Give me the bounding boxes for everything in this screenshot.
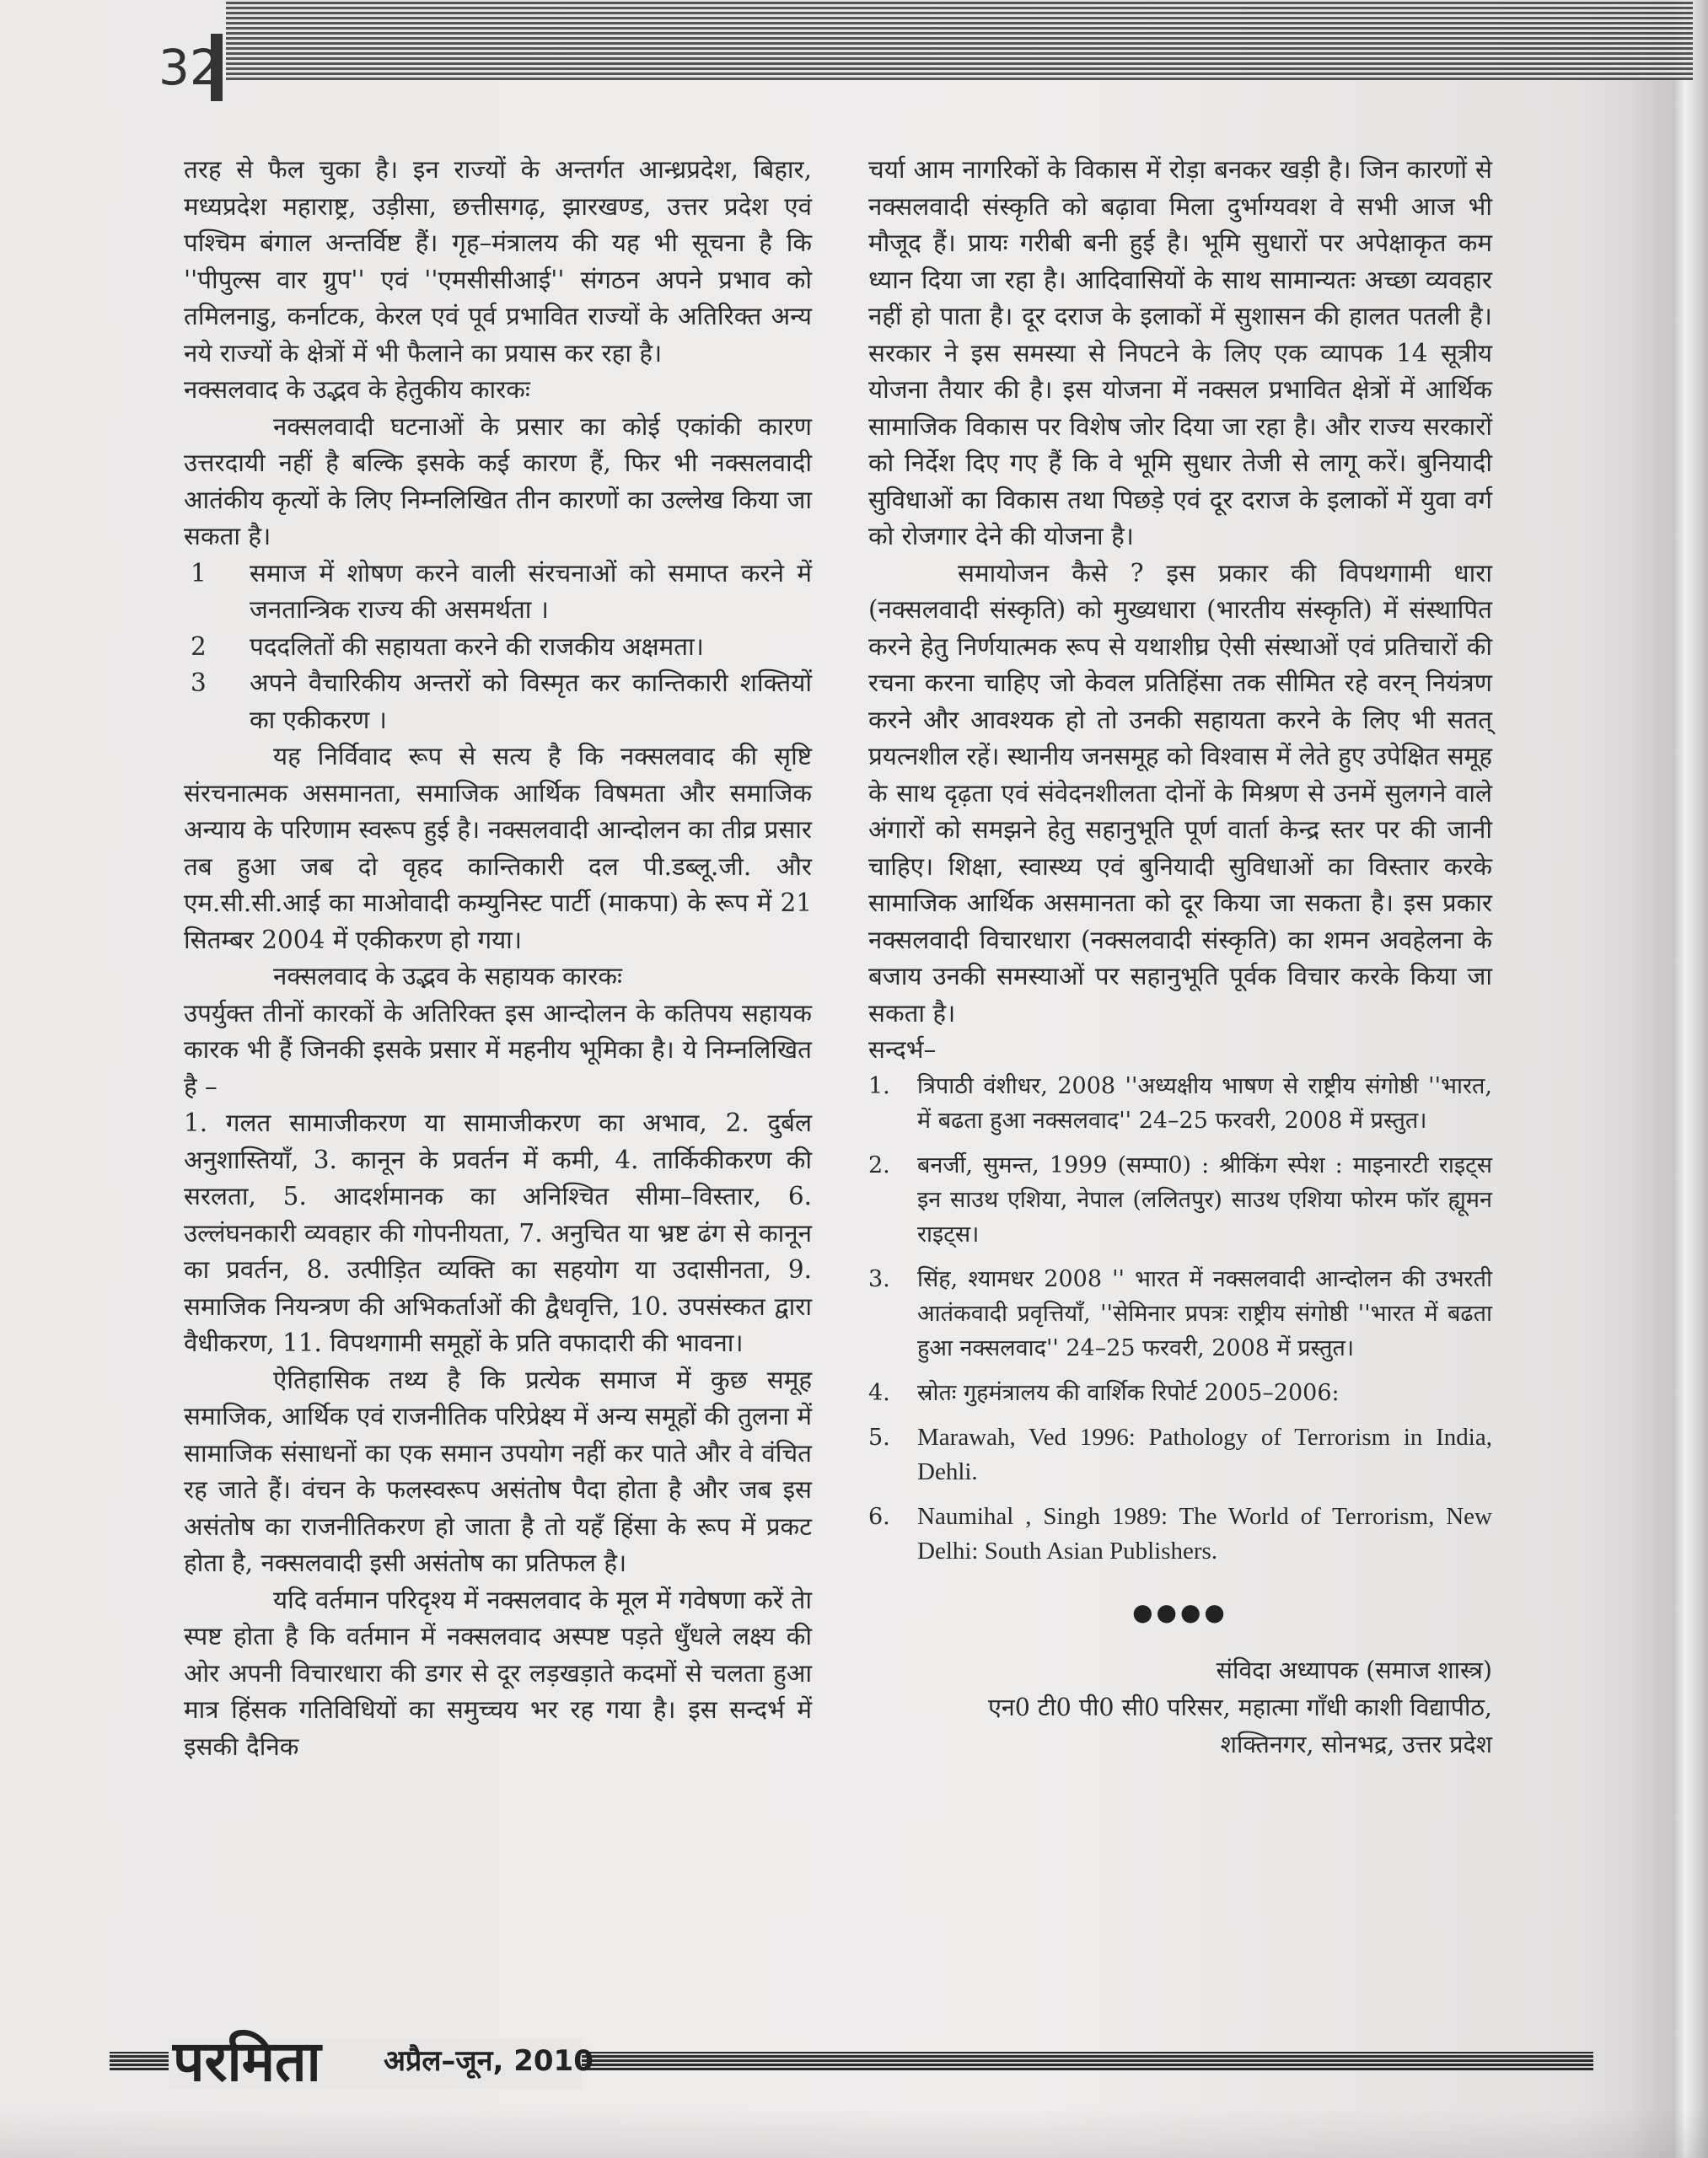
section-heading: नक्सलवाद के उद्भव के सहायक कारकः — [273, 962, 622, 990]
page-number: 32 — [158, 39, 221, 96]
author-affiliation — [868, 1652, 1492, 1763]
paragraph: नक्सलवादी घटनाओं के प्रसार का कोई एकांकी कारण उत्तरदायी नहीं है बल्कि इसके कई कारण हैं, फिर भी नक्सलवादी आतंकीय कृत्यों के लिए निम्नलिखित तीन कारणों का उल्लेख किया जा सकता है। — [184, 411, 812, 550]
reference-item — [868, 1376, 1492, 1410]
reference-list — [868, 1069, 1492, 1569]
reference-number: 1. — [868, 1072, 890, 1099]
section-heading: नक्सलवाद के उद्भव के हेतुकीय कारकः — [184, 375, 530, 404]
list-text: समाज में शोषण करने वाली संरचनाओं को समाप्त करने में जनतान्त्रिक राज्य की असमर्थता । — [250, 558, 812, 624]
list-text: पददलितों की सहायता करने की राजकीय अक्षमता। — [250, 631, 704, 661]
reference-text: बनर्जी, सुमन्त, 1999 (सम्पा0) : श्रीकिंग स्पेश : माइनारटी राइट्स इन साउथ एशिया, नेपाल (ललितपुर) साउथ एशिया फोरम फॉर ह्यूमन राइट्स। — [917, 1151, 1492, 1248]
section-separator: ●●●● — [1132, 1597, 1228, 1626]
reference-item — [868, 1148, 1492, 1252]
affiliation-line: शक्तिनगर, सोनभद्र, उत्तर प्रदेश — [1220, 1731, 1492, 1758]
paragraph: चर्या आम नागरिकों के विकास में रोड़ा बनकर खड़ी है। जिन कारणों से नक्सलवादी संस्कृति को बढ़ावा मिला दुर्भाग्यवश वे सभी आज भी मौजूद हैं। प्रायः गरीबी बनी हुई है। भूमि सुधारों पर अपेक्षाकृत कम ध्यान दिया जा रहा है। आदिवासियों के साथ सामान्यतः अच्छा व्यवहार नहीं हो पाता है। दूर दराज के इलाकों में सुशासन की हालत पतली है। सरकार ने इस समस्या से निपटने के लिए एक व्यापक 14 सूत्रीय योजना तैयार की है। इस योजना में नक्सल प्रभावित क्षेत्रों में आर्थिक सामाजिक विकास पर विशेष जोर दिया जा रहा है। और राज्य सरकारों को निर्देश दिए गए हैं कि वे भूमि सुधार तेजी से लागू करें। बुनियादी सुविधाओं का विकास तथा पिछड़े एवं दूर दराज के इलाकों में युवा वर्ग को रोजगार देने की योजना है। — [868, 155, 1492, 550]
reference-number: 4. — [868, 1379, 890, 1406]
paragraph: यह निर्विवाद रूप से सत्य है कि नक्सलवाद की सृष्टि संरचनात्मक असमानता, समाजिक आर्थिक विषमता और समाजिक अन्याय के परिणाम स्वरूप हुई है। नक्सलवादी आन्दोलन का तीव्र प्रसार तब हुआ जब दो वृहद कान्तिकारी दल पी.डब्लू.जी. और एम.सी.सी.आई का माओवादी कम्युनिस्ट पार्टी (माकपा) के रूप में 21 सितम्बर 2004 में एकीकरण हो गया। — [184, 742, 812, 954]
header-band — [226, 0, 1693, 80]
reference-text: स्रोतः गुहमंत्रालय की वार्शिक रिपोर्ट 2005–2006: — [917, 1379, 1340, 1406]
list-item — [184, 665, 812, 738]
reference-text: Marawah, Ved 1996: Pathology of Terrorism in India, Dehli. — [917, 1423, 1492, 1485]
bottom-shadow — [0, 2107, 1708, 2158]
paragraph: 1. गलत सामाजीकरण या सामाजीकरण का अभाव, 2. दुर्बल अनुशास्तियाँ, 3. कानून के प्रवर्तन में कमी, 4. तार्किकीकरण की सरलता, 5. आदर्शमानक का अनिश्चित सीमा–विस्तार, 6. उल्लंघनकारी व्यवहार की गोपनीयता, 7. अनुचित या भ्रष्ट ढंग से कानून का प्रवर्तन, 8. उत्पीड़ित व्यक्ति का सहयोग या उदासीनता, 9. समाजिक नियन्त्रण की अभिकर्ताओं की द्वैधवृत्ति, 10. उपसंस्कत द्वारा वैधीकरण, 11. विपथगामी समूहों के प्रति वफादारी की भावना। — [184, 1109, 812, 1357]
magazine-name: परमिता — [173, 2029, 321, 2094]
reference-item — [868, 1069, 1492, 1138]
paragraph: उपर्युक्त तीनों कारकों के अतिरिक्त इस आन्दोलन के कतिपय सहायक कारक भी हैं जिनकी इसके प्रसार में महनीय भूमिका है। ये निम्नलिखित है – — [184, 998, 812, 1101]
right-column — [868, 152, 1492, 1763]
paragraph: ऐतिहासिक तथ्य है कि प्रत्येक समाज में कुछ समूह समाजिक, आर्थिक एवं राजनीतिक परिप्रेक्ष्य में अन्य समूहों की तुलना में सामाजिक संसाधनों का एक समान उपयोग नहीं कर पाते और वे वंचित रह जाते हैं। वंचन के फलस्वरूप असंतोष पैदा होता है और जब इस असंतोष का राजनीतिकरण हो जाता है तो यहँ हिंसा के रूप में प्रकट होता है, नक्सलवादी इसी असंतोष का प्रतिफल है। — [184, 1365, 812, 1577]
list-item — [184, 629, 812, 666]
numbered-list — [184, 556, 812, 739]
paragraph: तरह से फैल चुका है। इन राज्यों के अन्तर्गत आन्ध्रप्रदेश, बिहार, मध्यप्रदेश महाराष्ट्र, उड़ीसा, छत्तीसगढ़, झारखण्ड, उत्तर प्रदेश एवं पश्चिम बंगाल अन्तर्विष्ट हैं। गृह–मंत्रालय की यह भी सूचना है कि ''पीपुल्स वार ग्रुप'' एवं ''एमसीसीआई'' संगठन अपने प्रभाव को तमिलनाडु, कर्नाटक, केरल एवं पूर्व प्रभावित राज्यों के अतिरिक्त अन्य नये राज्यों के क्षेत्रों में भी फैलाने का प्रयास कर रहा है। — [184, 155, 812, 368]
reference-item — [868, 1262, 1492, 1366]
list-number: 3 — [191, 668, 207, 697]
affiliation-line: एन0 टी0 पी0 सी0 परिसर, महात्मा गाँधी काशी विद्यापीठ, — [988, 1694, 1492, 1721]
page-gutter-shadow — [1632, 0, 1708, 2158]
affiliation-line: संविदा अध्यापक (समाज शास्त्र) — [1216, 1656, 1492, 1684]
reference-item — [868, 1500, 1492, 1569]
left-column — [184, 152, 812, 1765]
reference-number: 3. — [868, 1265, 890, 1292]
reference-number: 6. — [868, 1503, 890, 1530]
reference-number: 5. — [868, 1424, 890, 1451]
reference-text: त्रिपाठी वंशीधर, 2008 ''अध्यक्षीय भाषण से राष्ट्रीय संगोष्ठी ''भारत, में बढता हुआ नक्सलवाद'' 24–25 फरवरी, 2008 में प्रस्तुत। — [917, 1072, 1492, 1134]
list-text: अपने वैचारिकीय अन्तरों को विस्मृत कर कान्तिकारी शक्तियों का एकीकरण । — [250, 668, 812, 734]
references-heading: सन्दर्भ– — [868, 1035, 937, 1064]
list-item — [184, 556, 812, 629]
reference-text: सिंह, श्यामधर 2008 '' भारत में नक्सलवादी आन्दोलन की उभरती आतंकवादी प्रवृत्तियाँ, ''सेमिनार प्रपत्रः राष्ट्रीय संगोष्ठी ''भारत में बढता हुआ नक्सलवाद'' 24–25 फरवरी, 2008 में प्रस्तुत। — [917, 1265, 1492, 1361]
list-number: 2 — [191, 631, 207, 661]
reference-item — [868, 1420, 1492, 1490]
reference-number: 2. — [868, 1151, 890, 1178]
list-number: 1 — [191, 558, 207, 588]
paragraph: यदि वर्तमान परिदृश्य में नक्सलवाद के मूल में गवेषणा करें तेा स्पष्ट होता है कि वर्तमान में नक्सलवाद अस्पष्ट पड़ते धुँधले लक्ष्य की ओर अपनी विचारधारा की डगर से दूर लड़खड़ाते कदमों से चलता हुआ मात्र हिंसक गतिविधियों का समुच्चय भर रह गया है। इस सन्दर्भ में इसकी दैनिक — [184, 1585, 812, 1761]
paragraph: समायोजन कैसे ? इस प्रकार की विपथगामी धारा (नक्सलवादी संस्कृति) को मुख्यधारा (भारतीय संस्कृति) में संस्थापित करने हेतु निर्णयात्मक रूप से यथाशीघ्र ऐसी संस्थाओं एवं प्रतिचारों की रचना करना चाहिए जो केवल प्रतिहिंसा तक सीमित रहे वरन् नियंत्रण करने और आवश्यक हो तो उनकी सहायता करने के लिए भी सतत् प्रयत्नशील रहें। स्थानीय जनसमूह को विश्वास में लेते हुए उपेक्षित समूह के साथ दृढ़ता एवं संवेदनशीलता दोनों के मिश्रण से उनमें सुलगने वाले अंगारों को समझने हेतु सहानुभूति पूर्ण वार्ता केन्द्र स्तर पर की जानी चाहिए। शिक्षा, स्वास्थ्य एवं बुनियादी सुविधाओं का विस्तार करके सामाजिक आर्थिक असमानता को दूर किया जा सकता है। इस प्रकार नक्सलवादी विचारधारा (नक्सलवादी संस्कृति) का शमन अवहेलना के बजाय उनकी समस्याओं पर सहानुभूति पूर्वक विचार करके किया जा सकता है। — [868, 558, 1492, 1028]
reference-text: Naumihal , Singh 1989: The World of Terrorism, New Delhi: South Asian Publishers. — [917, 1502, 1492, 1565]
issue-date: अप्रैल–जून, 2010 — [384, 2044, 594, 2078]
